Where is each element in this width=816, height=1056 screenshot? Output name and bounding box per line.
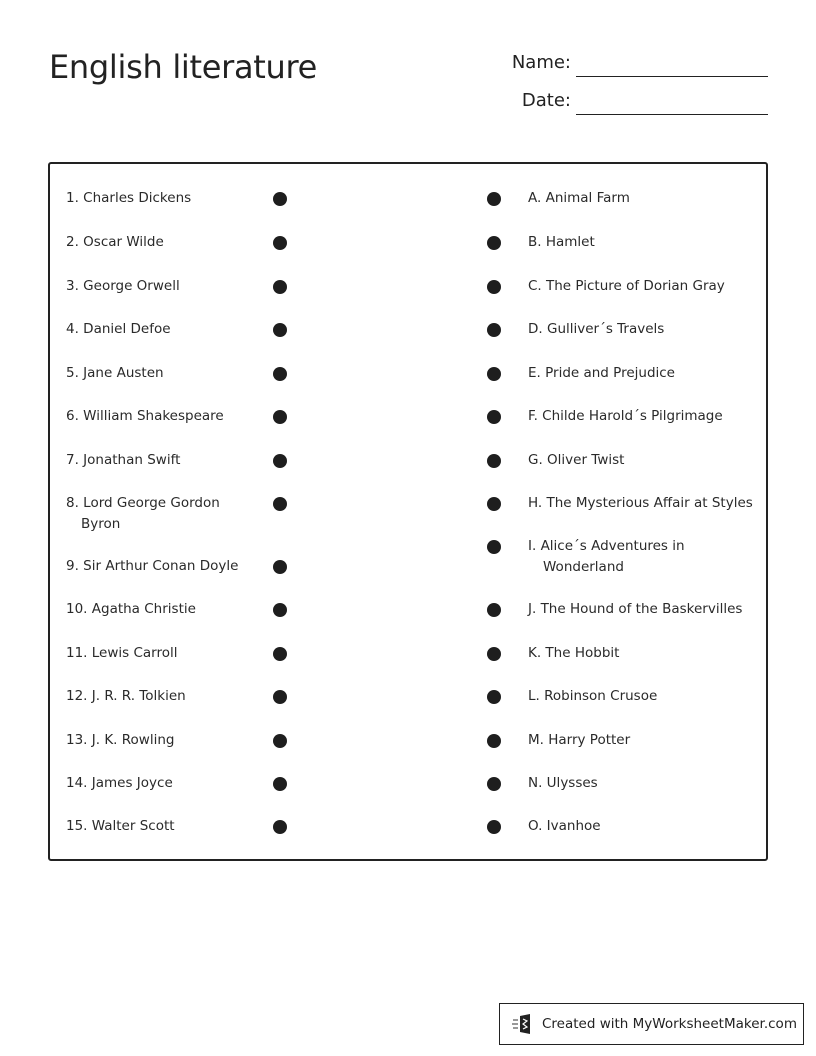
right-item-label: D. Gulliver´s Travels: [528, 321, 665, 337]
left-item: [66, 319, 171, 340]
left-item-label: 12. J. R. R. Tolkien: [66, 688, 186, 704]
left-item-label: 2. Oscar Wilde: [66, 234, 164, 250]
left-connector-dot[interactable]: [273, 410, 287, 424]
right-item: [528, 319, 664, 340]
right-item: [528, 536, 685, 578]
right-item-label: L. Robinson Crusoe: [528, 688, 658, 704]
right-item: [528, 686, 657, 707]
left-item-label: 14. James Joyce: [66, 775, 173, 791]
left-item-label: 4. Daniel Defoe: [66, 321, 171, 337]
right-item-label: J. The Hound of the Baskervilles: [528, 601, 743, 617]
right-connector-dot[interactable]: [487, 734, 501, 748]
right-item-label: M. Harry Potter: [528, 732, 631, 748]
right-item-label: G. Oliver Twist: [528, 452, 625, 468]
right-item-label-continued: Wonderland: [543, 559, 624, 575]
right-item: [528, 276, 725, 297]
right-item: [528, 363, 675, 384]
left-connector-dot[interactable]: [273, 367, 287, 381]
right-item-label: B. Hamlet: [528, 234, 595, 250]
right-connector-dot[interactable]: [487, 454, 501, 468]
left-item: [66, 773, 173, 794]
left-item-label: 3. George Orwell: [66, 278, 180, 294]
right-item: [528, 773, 598, 794]
right-item: [528, 599, 742, 620]
left-item: [66, 363, 164, 384]
left-item-label: 9. Sir Arthur Conan Doyle: [66, 558, 239, 574]
right-connector-dot[interactable]: [487, 192, 501, 206]
right-connector-dot[interactable]: [487, 777, 501, 791]
footer-badge[interactable]: [499, 1003, 804, 1045]
left-item: [66, 406, 224, 427]
right-connector-dot[interactable]: [487, 410, 501, 424]
left-connector-dot[interactable]: [273, 820, 287, 834]
right-item-label: I. Alice´s Adventures in: [528, 538, 685, 554]
right-item: [528, 406, 723, 427]
right-item: [528, 232, 595, 253]
right-connector-dot[interactable]: [487, 280, 501, 294]
right-item-label: K. The Hobbit: [528, 645, 620, 661]
name-input-line[interactable]: [576, 76, 768, 77]
left-connector-dot[interactable]: [273, 497, 287, 511]
left-item: [66, 686, 186, 707]
left-item: [66, 450, 180, 471]
left-connector-dot[interactable]: [273, 323, 287, 337]
left-item: [66, 816, 175, 837]
left-item-label: 7. Jonathan Swift: [66, 452, 181, 468]
date-label-text: Date:: [521, 90, 571, 111]
right-item: [528, 816, 601, 837]
date-label: [470, 90, 571, 114]
left-item-label: 1. Charles Dickens: [66, 190, 192, 206]
right-connector-dot[interactable]: [487, 236, 501, 250]
right-item-label: F. Childe Harold´s Pilgrimage: [528, 408, 723, 424]
worksheet-title: English literature: [49, 48, 318, 86]
left-item: [66, 643, 178, 664]
left-item-label: 5. Jane Austen: [66, 365, 164, 381]
name-label: [470, 52, 571, 76]
right-item: [528, 450, 624, 471]
left-item: [66, 599, 196, 620]
left-item: [66, 493, 220, 535]
left-item-label: 10. Agatha Christie: [66, 601, 196, 617]
right-connector-dot[interactable]: [487, 690, 501, 704]
right-connector-dot[interactable]: [487, 540, 501, 554]
right-item-label: C. The Picture of Dorian Gray: [528, 278, 725, 294]
left-connector-dot[interactable]: [273, 777, 287, 791]
left-connector-dot[interactable]: [273, 734, 287, 748]
left-item-label: 6. William Shakespeare: [66, 408, 224, 424]
left-item: [66, 556, 238, 577]
right-item: [528, 643, 619, 664]
right-connector-dot[interactable]: [487, 603, 501, 617]
right-connector-dot[interactable]: [487, 323, 501, 337]
right-item-label: N. Ulysses: [528, 775, 598, 791]
right-item-label: O. Ivanhoe: [528, 818, 601, 834]
left-connector-dot[interactable]: [273, 560, 287, 574]
right-connector-dot[interactable]: [487, 367, 501, 381]
date-input-line[interactable]: [576, 114, 768, 115]
left-item-label: 8. Lord George Gordon: [66, 495, 220, 511]
right-item-label: A. Animal Farm: [528, 190, 630, 206]
left-item: [66, 730, 174, 751]
worksheet-maker-logo-icon: [512, 1013, 534, 1035]
left-connector-dot[interactable]: [273, 603, 287, 617]
left-item-label-continued: Byron: [81, 516, 121, 532]
right-connector-dot[interactable]: [487, 497, 501, 511]
right-connector-dot[interactable]: [487, 820, 501, 834]
name-label-text: Name:: [511, 52, 571, 73]
right-connector-dot[interactable]: [487, 647, 501, 661]
left-item: [66, 232, 164, 253]
left-connector-dot[interactable]: [273, 647, 287, 661]
left-connector-dot[interactable]: [273, 280, 287, 294]
left-item-label: 11. Lewis Carroll: [66, 645, 178, 661]
left-item: [66, 276, 180, 297]
left-item: [66, 188, 191, 209]
left-connector-dot[interactable]: [273, 454, 287, 468]
right-item: [528, 188, 630, 209]
left-connector-dot[interactable]: [273, 192, 287, 206]
left-item-label: 15. Walter Scott: [66, 818, 175, 834]
right-item: [528, 493, 753, 514]
right-item: [528, 730, 630, 751]
right-item-label: E. Pride and Prejudice: [528, 365, 675, 381]
left-item-label: 13. J. K. Rowling: [66, 732, 175, 748]
left-connector-dot[interactable]: [273, 236, 287, 250]
footer-text: Created with MyWorksheetMaker.com: [542, 1016, 797, 1032]
left-connector-dot[interactable]: [273, 690, 287, 704]
right-item-label: H. The Mysterious Affair at Styles: [528, 495, 753, 511]
